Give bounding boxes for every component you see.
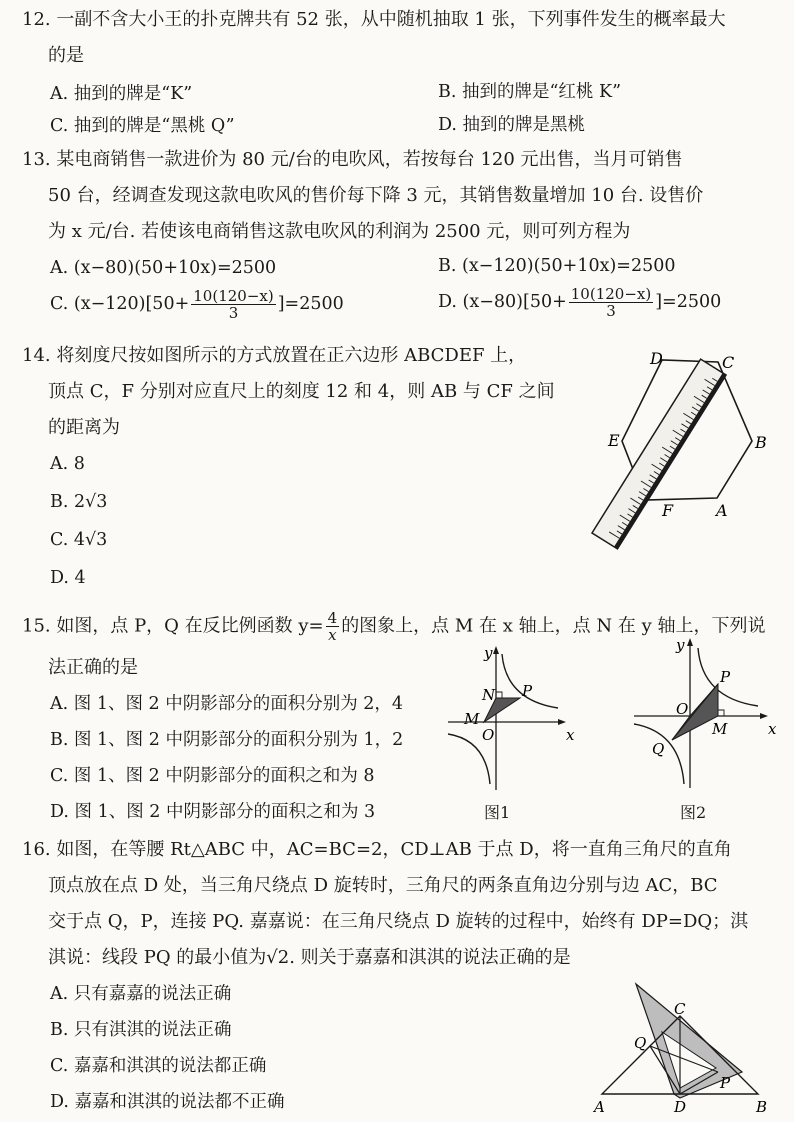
y-axis-arrow-icon <box>493 646 499 654</box>
x-axis-arrow-icon <box>558 719 566 725</box>
q13-option-c <box>50 288 344 321</box>
right-angle-mark <box>718 710 724 716</box>
q15-fraction <box>326 610 340 643</box>
label-n: N <box>482 686 496 704</box>
label-o: O <box>482 726 495 744</box>
q14-option-b: B. 2√3 <box>50 492 108 512</box>
q13-option-d-frac-num: 10(120−x) <box>570 285 652 303</box>
label-c: C <box>674 1000 686 1018</box>
q16-stem-line1: 16. 如图，在等腰 Rt△ABC 中，AC=BC=2，CD⊥AB 于点 D，将一直角三角尺的直角 <box>22 839 732 860</box>
q16-triangle-figure <box>590 976 780 1118</box>
label-b: B <box>755 433 767 452</box>
q14-stem-line3: 的距离为 <box>48 417 120 438</box>
label-p: P <box>720 1074 731 1092</box>
label-m: M <box>464 710 480 728</box>
label-q: Q <box>652 740 665 758</box>
q13-option-c-prefix: C. (x−120)[50+ <box>50 294 190 314</box>
q14-option-d: D. 4 <box>50 568 86 588</box>
q15-frac-num: 4 <box>327 609 338 627</box>
q13-option-c-frac-num: 10(120−x) <box>193 287 274 305</box>
q13-option-d-suffix: ]=2500 <box>655 292 722 312</box>
q14-option-a: A. 8 <box>50 454 85 474</box>
q13-stem-line1: 13. 某电商销售一款进价为 80 元/台的电吹风，若按每台 120 元出售，当月可销售 <box>22 149 683 170</box>
label-p: P <box>720 668 731 686</box>
q14-stem-line1: 14. 将刻度尺按如图所示的方式放置在正六边形 ABCDEF 上， <box>22 345 527 366</box>
q16-option-c: C. 嘉嘉和淇淇的说法都正确 <box>50 1056 267 1076</box>
q12-option-c: C. 抽到的牌是“黑桃 Q” <box>50 116 235 136</box>
q13-option-d-fraction <box>569 286 653 319</box>
q15-option-b: B. 图 1、图 2 中阴影部分的面积分别为 1，2 <box>50 730 404 750</box>
q15-figure-2-caption: 图2 <box>680 803 707 822</box>
q12-option-b: B. 抽到的牌是“红桃 K” <box>438 82 622 102</box>
q12-option-a: A. 抽到的牌是“K” <box>50 84 193 104</box>
label-y: y <box>484 644 493 662</box>
ruler-edge <box>614 373 726 549</box>
label-y: y <box>676 636 685 654</box>
right-angle-mark <box>496 692 502 698</box>
q15-option-c: C. 图 1、图 2 中阴影部分的面积之和为 8 <box>50 766 375 786</box>
q15-figure-2 <box>628 636 778 792</box>
label-d: D <box>674 1098 687 1116</box>
label-m: M <box>712 720 728 738</box>
label-x: x <box>768 720 777 738</box>
q13-option-c-frac-den: 3 <box>228 304 239 322</box>
q12-stem-line1: 12. 一副不含大小王的扑克牌共有 52 张，从中随机抽取 1 张，下列事件发生的概率最大 <box>22 9 726 30</box>
q13-stem-line2: 50 台，经调查发现这款电吹风的售价每下降 3 元，其销售数量增加 10 台. 设售价 <box>48 185 704 206</box>
q15-stem-line2: 法正确的是 <box>48 657 138 678</box>
x-axis-arrow-icon <box>760 713 768 719</box>
q16-option-d: D. 嘉嘉和淇淇的说法都不正确 <box>50 1092 285 1112</box>
q13-option-d-prefix: D. (x−80)[50+ <box>438 292 567 312</box>
q13-stem-line3: 为 x 元/台. 若使该电商销售这款电吹风的利润为 2500 元，则可列方程为 <box>48 221 631 242</box>
q15-option-d: D. 图 1、图 2 中阴影部分的面积之和为 3 <box>50 802 376 822</box>
q16-stem-line4: 淇说：线段 PQ 的最小值为√2. 则关于嘉嘉和淇淇的说法正确的是 <box>48 947 571 968</box>
q14-option-c: C. 4√3 <box>50 530 108 550</box>
label-e: E <box>608 431 620 450</box>
ruler-body <box>592 359 726 549</box>
q16-stem-line2: 顶点放在点 D 处，当三角尺绕点 D 旋转时，三角尺的两条直角边分别与边 AC，BC <box>48 875 718 896</box>
q13-option-c-suffix: ]=2500 <box>277 294 344 314</box>
label-d: D <box>650 349 663 368</box>
label-o: O <box>676 700 689 718</box>
q13-option-b: B. (x−120)(50+10x)=2500 <box>438 256 676 276</box>
label-a: A <box>716 501 728 520</box>
q16-option-b: B. 只有淇淇的说法正确 <box>50 1020 232 1040</box>
q14-stem-line2: 顶点 C，F 分别对应直尺上的刻度 12 和 4，则 AB 与 CF 之间 <box>48 381 555 402</box>
y-axis-arrow-icon <box>687 638 693 646</box>
label-x: x <box>566 726 575 744</box>
q16-option-a: A. 只有嘉嘉的说法正确 <box>50 984 232 1004</box>
q15-stem-prefix: 15. 如图，点 P，Q 在反比例函数 y= <box>22 615 324 637</box>
q12-stem-line2: 的是 <box>48 45 84 66</box>
q15-stem-suffix: 的图象上，点 M 在 x 轴上，点 N 在 y 轴上，下列说 <box>341 615 766 637</box>
q15-figure-1-caption: 图1 <box>484 803 511 822</box>
q13-option-a: A. (x−80)(50+10x)=2500 <box>50 258 277 278</box>
label-f: F <box>662 501 674 520</box>
q13-option-d-frac-den: 3 <box>606 302 616 320</box>
label-p: P <box>522 682 533 700</box>
q13-option-d <box>438 286 721 319</box>
label-a: A <box>594 1098 605 1116</box>
q13-option-c-fraction <box>191 288 275 321</box>
label-c: C <box>722 353 735 372</box>
q14-hexagon-ruler-figure <box>570 338 790 560</box>
q15-frac-den: x <box>328 626 337 644</box>
label-b: B <box>756 1098 768 1116</box>
q15-option-a: A. 图 1、图 2 中阴影部分的面积分别为 2，4 <box>50 694 404 714</box>
q12-option-d: D. 抽到的牌是黑桃 <box>438 115 586 135</box>
q15-figure-1 <box>440 644 580 794</box>
label-q: Q <box>634 1034 647 1052</box>
q16-stem-line3: 交于点 Q，P，连接 PQ. 嘉嘉说：在三角尺绕点 D 旋转的过程中，始终有 DP=DQ；淇 <box>48 911 749 932</box>
